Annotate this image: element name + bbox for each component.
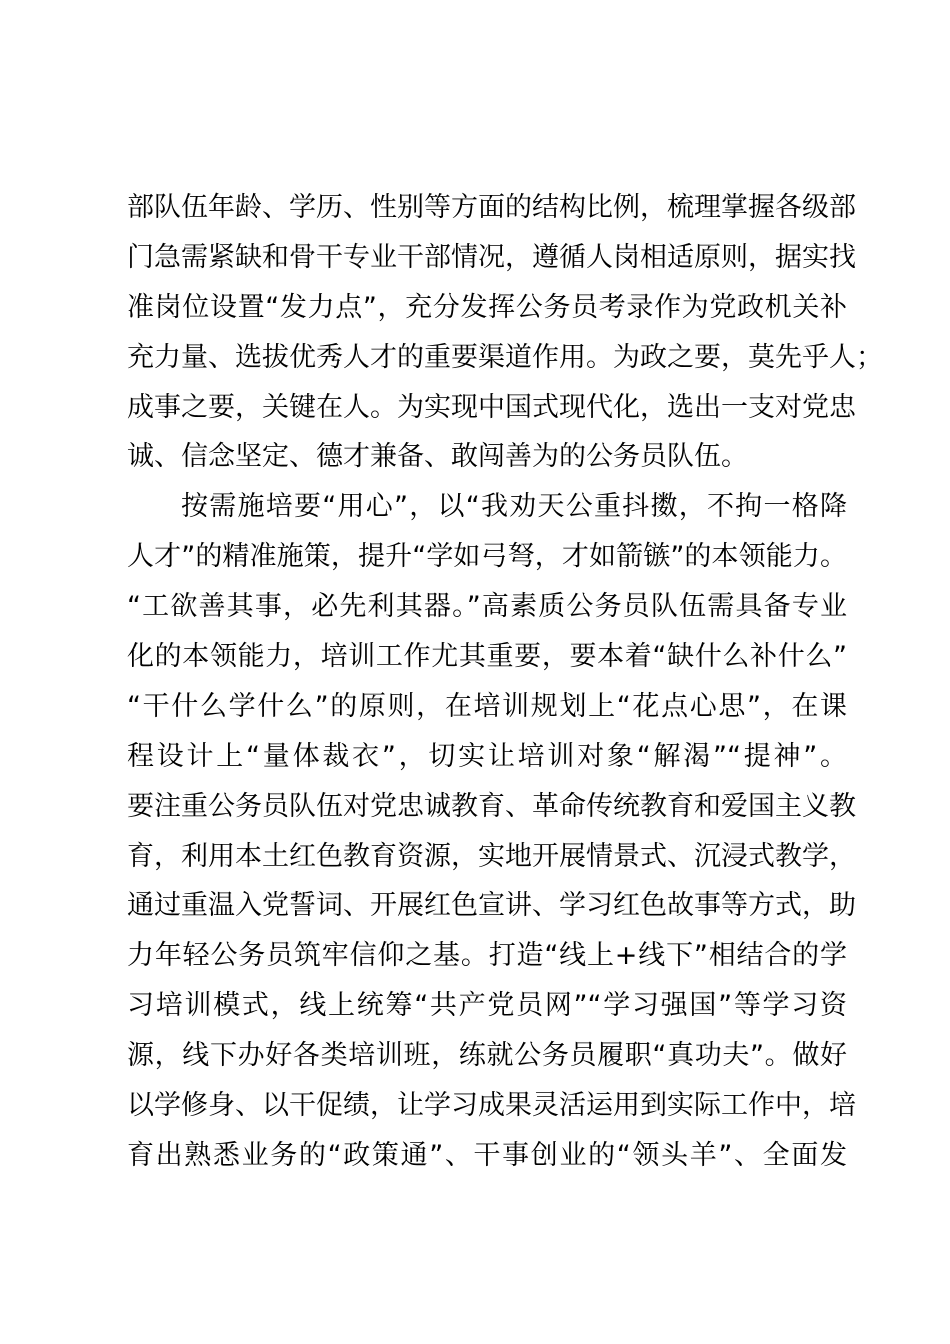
- text-line: 充力量、选拔优秀人才的重要渠道作用。为政之要，莫先乎人；: [127, 341, 883, 373]
- text-line: 育出熟悉业务的“政策通”、干事创业的“领头羊”、全面发: [127, 1139, 847, 1171]
- text-line: 人才”的精准施策，提升“学如弓弩，才如箭镞”的本领能力。: [127, 541, 847, 573]
- text-line: “工欲善其事，必先利其器。”高素质公务员队伍需具备专业: [127, 591, 847, 623]
- text-line: 通过重温入党誓词、开展红色宣讲、学习红色故事等方式，助: [127, 890, 856, 922]
- text-line: 准岗位设置“发力点”，充分发挥公务员考录作为党政机关补: [127, 291, 847, 323]
- text-line: “干什么学什么”的原则，在培训规划上“花点心思”，在课: [127, 690, 847, 722]
- text-line: 力年轻公务员筑牢信仰之基。打造“线上+线下”相结合的学: [127, 940, 847, 972]
- text-line: 部队伍年龄、学历、性别等方面的结构比例，梳理掌握各级部: [127, 192, 856, 223]
- paragraph-end-line: 诚、信念坚定、德才兼备、敢闯善为的公务员队伍。: [127, 441, 748, 473]
- text-line: 习培训模式，线上统筹“共产党员网”“学习强国”等学习资: [127, 990, 847, 1022]
- text-line: 程设计上“量体裁衣”，切实让培训对象“解渴”“提神”。: [127, 740, 847, 772]
- text-line: 成事之要，关键在人。为实现中国式现代化，选出一支对党忠: [127, 391, 856, 423]
- text-line: 育，利用本土红色教育资源，实地开展情景式、沉浸式教学，: [127, 840, 856, 872]
- paragraph-start-line: 按需施培要“用心”，以“我劝天公重抖擞，不拘一格降: [181, 491, 847, 523]
- text-line: 要注重公务员队伍对党忠诚教育、革命传统教育和爱国主义教: [127, 790, 856, 822]
- text-line: 化的本领能力，培训工作尤其重要，要本着“缺什么补什么”: [127, 641, 847, 673]
- text-line: 门急需紧缺和骨干专业干部情况，遵循人岗相适原则，据实找: [127, 241, 856, 273]
- text-line: 源，线下办好各类培训班，练就公务员履职“真功夫”。做好: [127, 1040, 847, 1072]
- text-line: 以学修身、以干促绩，让学习成果灵活运用到实际工作中，培: [127, 1090, 856, 1122]
- body-text: [127, 183, 883, 1181]
